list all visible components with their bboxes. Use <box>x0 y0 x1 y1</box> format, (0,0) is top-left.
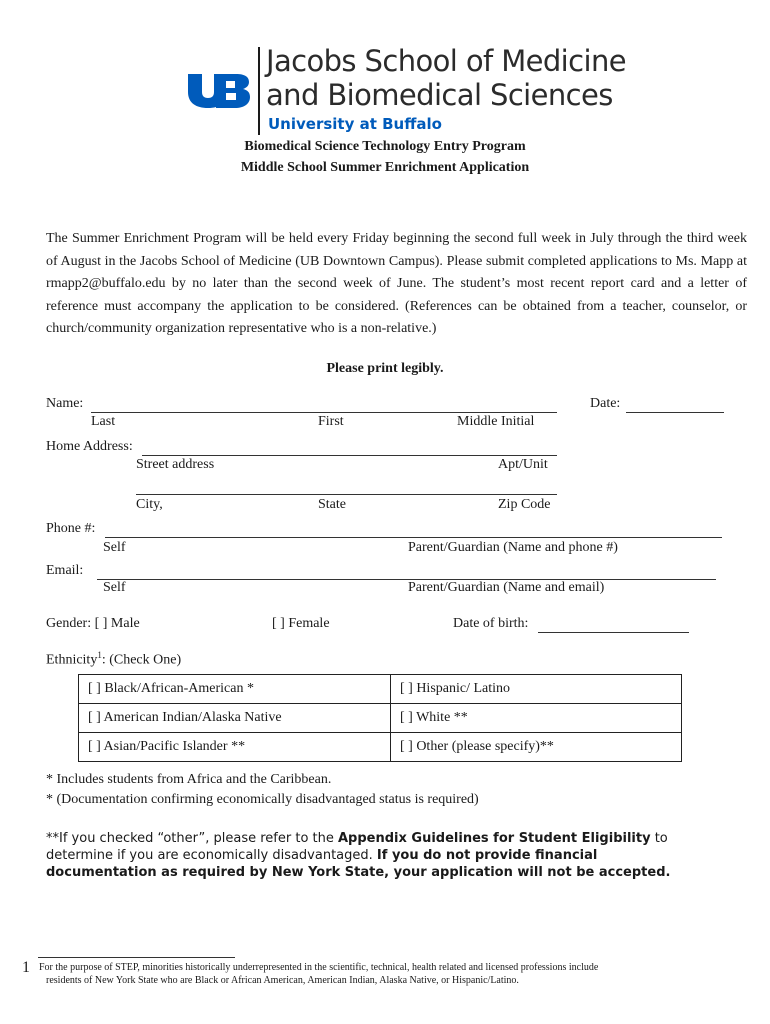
middle-initial-caption: Middle Initial <box>457 414 535 429</box>
note-documentation: * (Documentation confirming economically disadvantaged status is required) <box>46 792 479 807</box>
print-instruction: Please print legibly. <box>326 361 444 376</box>
email-parent-caption: Parent/Guardian (Name and email) <box>408 580 605 595</box>
state-caption: State <box>318 497 346 512</box>
phone-parent-caption: Parent/Guardian (Name and phone #) <box>408 540 618 555</box>
email-label: Email: <box>46 563 84 578</box>
name-field[interactable] <box>91 396 557 413</box>
email-self-caption: Self <box>103 580 126 595</box>
street-field[interactable] <box>142 439 557 456</box>
header-divider <box>258 47 260 135</box>
city-state-zip-field[interactable] <box>136 478 557 495</box>
university-name: University at Buffalo <box>268 115 442 133</box>
last-name-caption: Last <box>91 414 116 429</box>
dob-field[interactable] <box>538 616 689 633</box>
gender-male-option[interactable]: Gender: [ ] Male <box>46 616 140 631</box>
phone-self-caption: Self <box>103 540 126 555</box>
ethnicity-option-american-indian[interactable]: [ ] American Indian/Alaska Native <box>79 704 391 733</box>
school-name-line2: and Biomedical Sciences <box>266 78 613 112</box>
footnote-line1: For the purpose of STEP, minorities historically underrepresented in the scientific, technical, health related and licensed professions include <box>39 962 599 973</box>
phone-label: Phone #: <box>46 521 96 536</box>
first-name-caption: First <box>318 414 344 429</box>
apt-caption: Apt/Unit <box>498 457 548 472</box>
home-address-label: Home Address: <box>46 439 133 454</box>
gender-female-option[interactable]: [ ] Female <box>272 616 330 631</box>
city-caption: City, <box>136 497 163 512</box>
ethnicity-option-asian[interactable]: [ ] Asian/Pacific Islander ** <box>79 733 391 762</box>
dob-label: Date of birth: <box>453 616 529 631</box>
street-caption: Street address <box>136 457 215 472</box>
ethnicity-table <box>78 674 682 762</box>
note-africa-caribbean: * Includes students from Africa and the Caribbean. <box>46 772 332 787</box>
ethnicity-option-other[interactable]: [ ] Other (please specify)** <box>391 733 682 762</box>
school-name-line1: Jacobs School of Medicine <box>266 44 626 78</box>
phone-field[interactable] <box>105 521 722 538</box>
footnote-line2: residents of New York State who are Black or African American, American Indian, Alaska Native, or Hispanic/Latino. <box>46 975 519 986</box>
application-title: Middle School Summer Enrichment Application <box>240 160 530 175</box>
ethnicity-option-white[interactable]: [ ] White ** <box>391 704 682 733</box>
date-field[interactable] <box>626 396 724 413</box>
email-field[interactable] <box>97 563 716 580</box>
date-label: Date: <box>590 396 621 411</box>
ub-logo-icon <box>186 72 250 108</box>
name-label: Name: <box>46 396 84 411</box>
program-title: Biomedical Science Technology Entry Program <box>244 139 526 154</box>
zip-caption: Zip Code <box>498 497 551 512</box>
ethnicity-label: Ethnicity$^1$: (Check One) <box>46 650 182 668</box>
footnote-number: 1 <box>22 959 30 976</box>
intro-paragraph: The Summer Enrichment Program will be held every Friday beginning the second full week in July through the third week of August in the Jacobs School of Medicine (UB Downtown Campus). Please submit completed applications to Ms. Mapp at rmapp2@buffalo.edu by no later than the second week of June. The student’s most recent report card and a letter of reference must accompany the application to be considered. (References can be obtained from a teacher, counselor, or church/community organization representative who is a non-relative.) <box>46 231 747 337</box>
other-eligibility-note: **If you checked “other”, please refer to the Appendix Guidelines for Student Eligibility to determine if you are economically disadvantaged. If you do not provide financial documentation as required by New York State, your application will not be accepted. <box>46 831 671 880</box>
footnote-divider <box>38 957 235 958</box>
ethnicity-option-hispanic[interactable]: [ ] Hispanic/ Latino <box>391 675 682 704</box>
ethnicity-option-black[interactable]: [ ] Black/African-American * <box>79 675 391 704</box>
